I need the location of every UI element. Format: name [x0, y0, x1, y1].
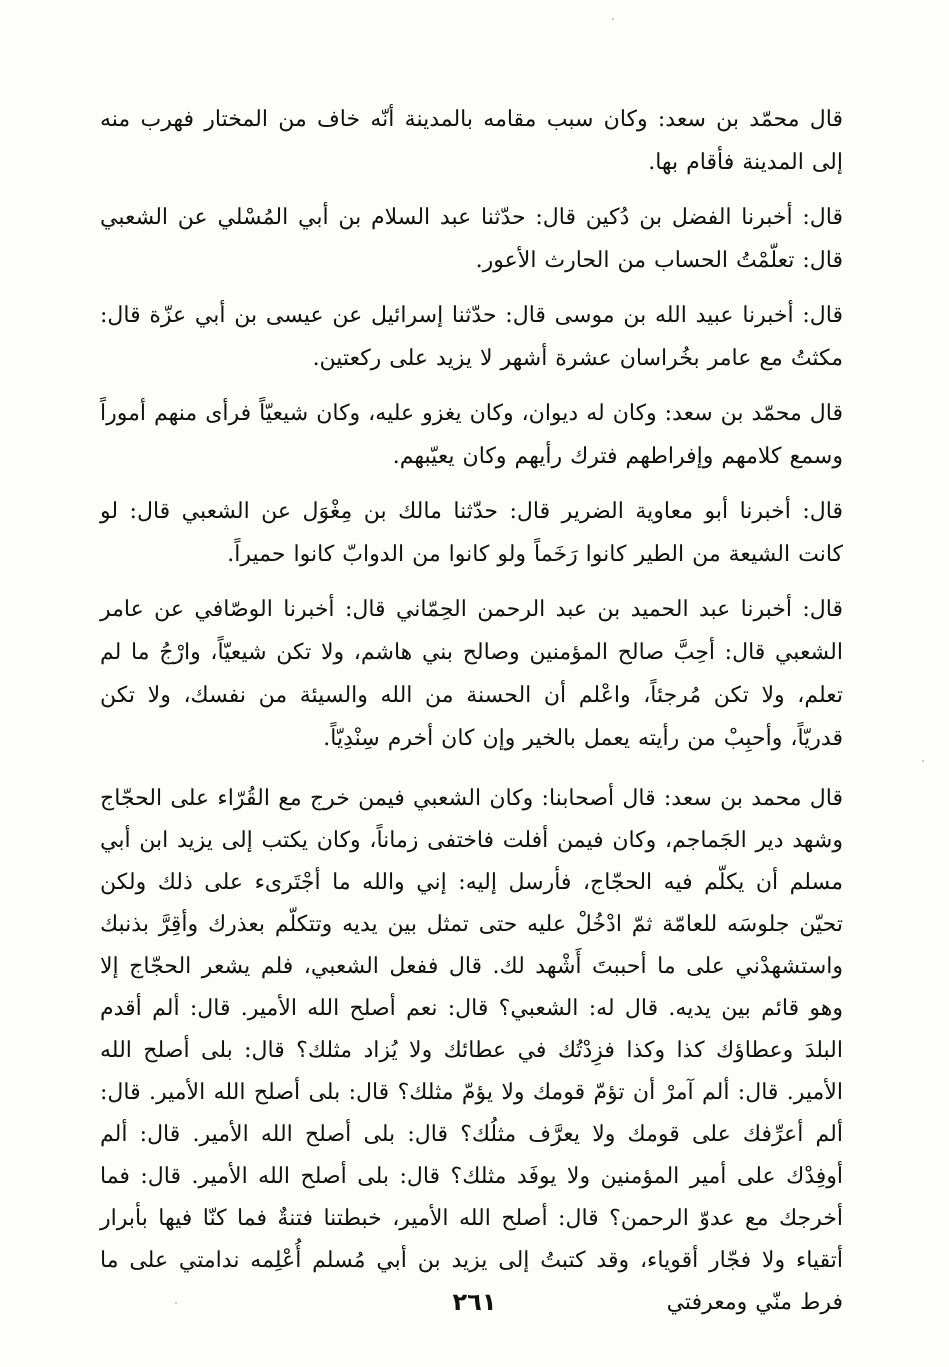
paragraph-fadl-ibn-dukayn: قال: أخبرنا الفضل بن دُكين قال: حدّثنا عبد السلام بن أبي المُسْلي عن الشعبي قال: تعلّمْتُ الحساب من الحارث الأعور.	[100, 205, 843, 273]
scan-speck	[612, 18, 614, 20]
scan-speck	[922, 760, 924, 762]
paragraph-hajjaj-story: قال محمد بن سعد: قال أصحابنا: وكان الشعبي فيمن خرج مع القُرّاء على الحجّاج وشهد دير الجَماجم، وكان فيمن أفلت فاختفى زماناً، وكان يكتب إلى يزيد ابن أبي مسلم أن يكلّم فيه الحجّاج، فأرسل إليه: إني والله ما أجْتَرىء على ذلك ولكن تحيّن جلوسَه للعامّة ثمّ ادْخُلْ عليه حتى تمثل بين يديه وتتكلّم بعذرك وأقِرَّ بذنبك واستشهدْني على ما أحببتَ أَشْهد لك. قال ففعل الشعبي، فلم يشعر الحجّاج إلا وهو قائم بين يديه. قال له: الشعبي؟ قال: نعم أصلح الله الأمير. قال: ألم أقدم البلدَ وعطاؤك كذا وكذا فزِدْتُك في عطائك ولا يُزاد مثلك؟ قال: بلى أصلح الله الأمير. قال: ألم آمرْ أن تؤمّ قومك ولا يؤمّ مثلك؟ قال: بلى أصلح الله الأمير. قال: ألم أعرِّفك على قومك ولا يعرَّف مثلُك؟ قال: بلى أصلح الله الأمير. قال: ألم أوفِدْك على أمير المؤمنين ولا يوفَد مثلك؟ قال: بلى أصلح الله الأمير. قال: فما أخرجك مع عدوّ الرحمن؟ قال: أصلح الله الأمير، خبطتنا فتنةٌ فما كنّا فيها بأبرار أتقياء ولا فجّار أقوياء، وقد كتبتُ إلى يزيد بن أبي مُسلم أُعْلِمه ندامتي على ما فرط منّي ومعرفتي	[100, 786, 843, 1315]
paragraph-ubaydallah-ibn-musa: قال: أخبرنا عبيد الله بن موسى قال: حدّثنا إسرائيل عن عيسى بن أبي عزّة قال: مكثتُ مع عامر بخُراسان عشرة أشهر لا يزيد على ركعتين.	[100, 303, 843, 371]
scan-speck	[175, 1302, 177, 1304]
page-body-text	[100, 98, 843, 1336]
page-number: ٢٦١	[452, 1288, 497, 1316]
paragraph-abd-al-hamid: قال: أخبرنا عبد الحميد بن عبد الرحمن الحِمّاني قال: أخبرنا الوصّافي عن عامر الشعبي قال: أحِبَّ صالح المؤمنين وصالح بني هاشم، ولا تكن شيعيّاً، وارْجُ ما لم تعلم، ولا تكن مُرجئاً، واعْلم أن الحسنة من الله والسيئة من نفسك، ولا تكن قدريّاً، وأحبِبْ من رأيته يعمل بالخير وإن كان أخرم سِنْدِيّاً.	[100, 597, 843, 751]
paragraph-ibn-saad-medina: قال محمّد بن سعد: وكان سبب مقامه بالمدينة أنّه خاف من المختار فهرب منه إلى المدينة فأقام بها.	[100, 107, 843, 175]
paragraph-ibn-saad-diwan: قال محمّد بن سعد: وكان له ديوان، وكان يغزو عليه، وكان شيعيّاً فرأى منهم أموراً وسمع كلامهم وإفراطهم فترك رأيهم وكان يعيّبهم.	[100, 401, 843, 469]
paragraph-abu-muawiya: قال: أخبرنا أبو معاوية الضرير قال: حدّثنا مالك بن مِغْوَل عن الشعبي قال: لو كانت الشيعة من الطير كانوا رَخَماً ولو كانوا من الدوابّ كانوا حميراً.	[100, 499, 843, 567]
